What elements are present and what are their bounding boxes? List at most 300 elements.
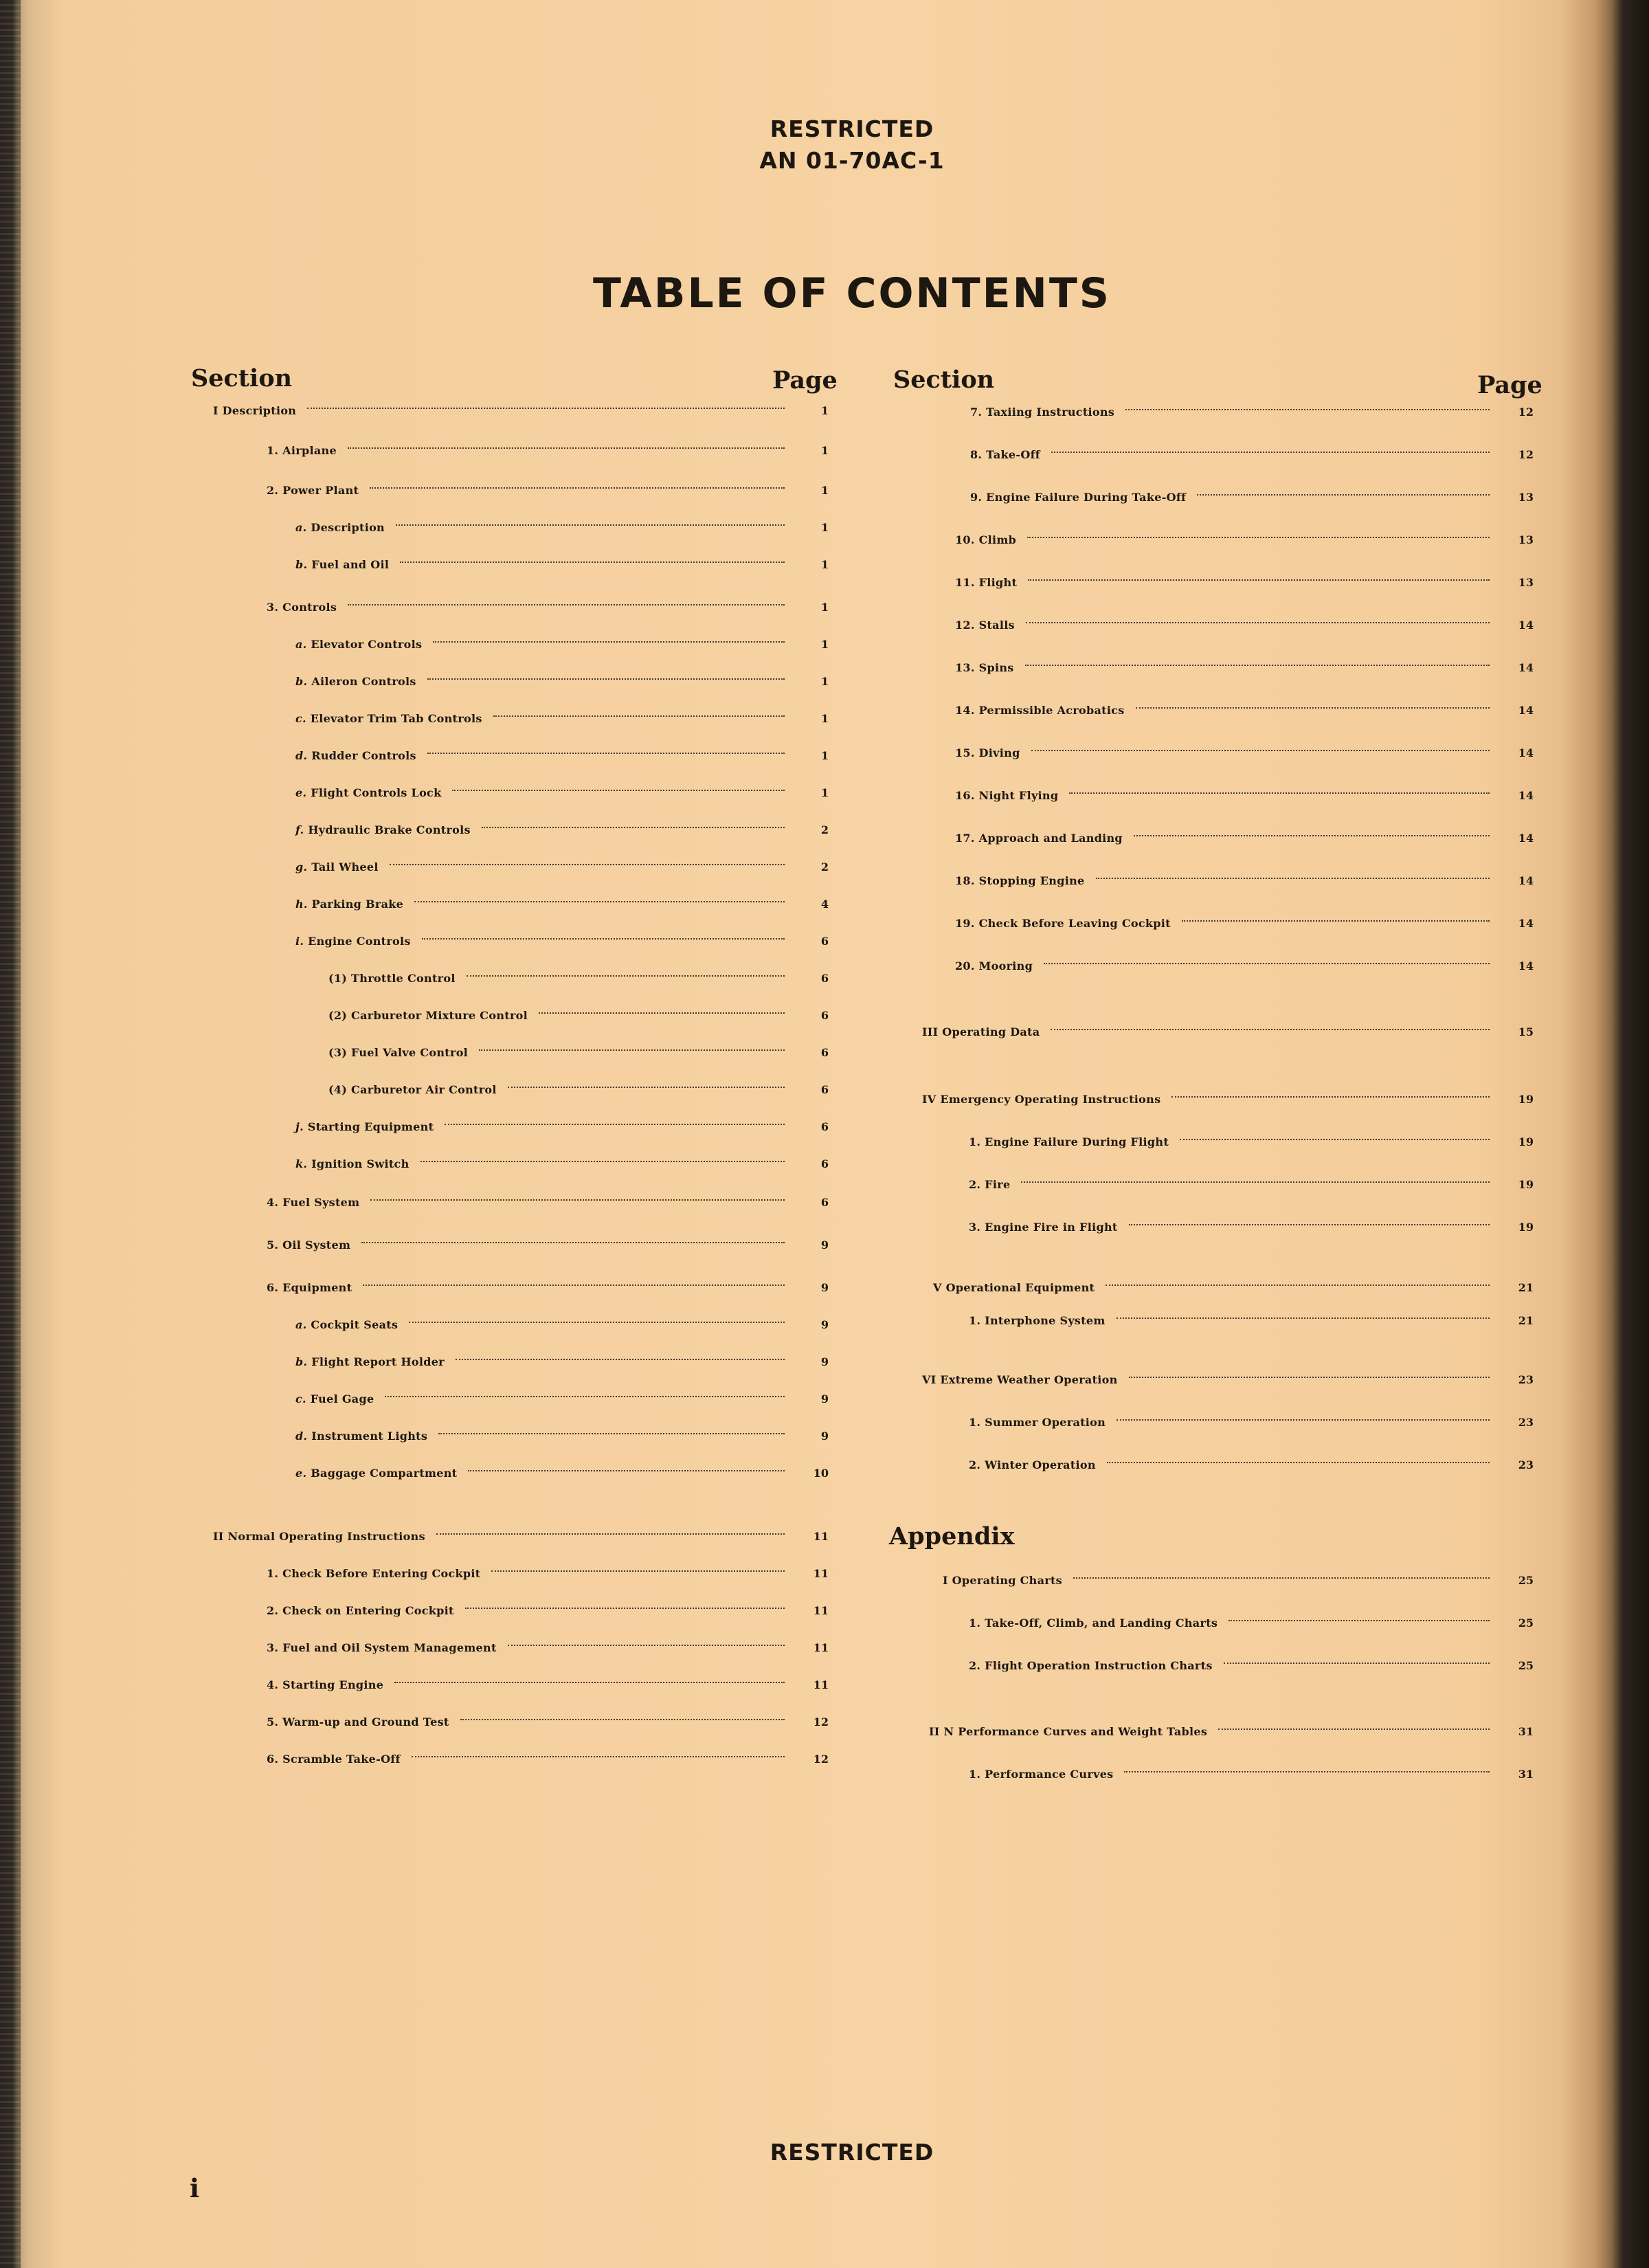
toc-entry-label: h. Parking Brake xyxy=(295,898,404,911)
toc-entry-page: 9 xyxy=(820,1281,829,1294)
dot-leader xyxy=(1051,452,1490,453)
right-toc-entry xyxy=(955,533,1534,565)
toc-entry-number: 5. xyxy=(267,1715,279,1728)
toc-entry-number: 5. xyxy=(267,1238,279,1252)
toc-entry-label: II Normal Operating Instructions xyxy=(213,1530,425,1543)
toc-entry-number: 1. xyxy=(969,1314,981,1327)
dot-leader xyxy=(1117,1419,1490,1421)
left-toc-entry xyxy=(295,786,829,818)
toc-entry-number: II N xyxy=(929,1725,954,1738)
toc-entry-label: 1. Engine Failure During Flight xyxy=(969,1135,1169,1148)
right-toc-entry xyxy=(922,1093,1534,1124)
toc-entry-number: a. xyxy=(295,521,307,534)
toc-entry-page: 2 xyxy=(820,823,829,836)
toc-entry-label: 12. Stalls xyxy=(955,619,1015,632)
toc-entry-page: 19 xyxy=(1518,1178,1534,1191)
left-toc-entry xyxy=(295,1120,829,1152)
right-toc-entry xyxy=(970,405,1534,437)
toc-entry-label: 2. Fire xyxy=(969,1178,1011,1191)
dot-leader xyxy=(438,1433,785,1434)
dot-leader xyxy=(1229,1620,1490,1621)
right-toc-entry xyxy=(955,704,1534,735)
toc-entry-page: 10 xyxy=(813,1467,829,1480)
right-toc-entry xyxy=(969,1416,1534,1447)
right-toc-entry xyxy=(955,874,1534,906)
toc-entry-number: j. xyxy=(295,1120,304,1133)
dot-leader xyxy=(1073,1577,1490,1579)
toc-entry-label: 3. Engine Fire in Flight xyxy=(969,1221,1118,1234)
toc-entry-number: 6. xyxy=(267,1753,279,1766)
dot-leader xyxy=(1197,494,1490,496)
toc-entry-number: V xyxy=(933,1281,942,1294)
toc-entry-number: e. xyxy=(295,786,307,799)
toc-entry-number: II xyxy=(213,1530,224,1543)
toc-entry-number: 18. xyxy=(955,874,975,887)
toc-entry-number: 1. xyxy=(969,1768,981,1781)
toc-entry-page: 14 xyxy=(1518,874,1534,887)
toc-entry-label: I Description xyxy=(213,404,297,417)
left-page-heading: Page xyxy=(772,366,838,394)
toc-entry-label: 3. Fuel and Oil System Management xyxy=(267,1641,497,1654)
toc-entry-page: 9 xyxy=(820,1392,829,1405)
dot-leader xyxy=(409,1322,785,1323)
dot-leader xyxy=(1107,1462,1490,1463)
left-toc-entry xyxy=(328,972,829,1003)
toc-entry-page: 1 xyxy=(820,675,829,688)
toc-entry-page: 11 xyxy=(813,1604,829,1617)
dot-leader xyxy=(1051,1029,1490,1030)
binding-edge xyxy=(0,0,21,2268)
toc-entry-page: 13 xyxy=(1518,576,1534,589)
left-toc-entry xyxy=(267,601,829,632)
toc-entry-number: 1. xyxy=(969,1135,981,1148)
toc-entry-label: c. Elevator Trim Tab Controls xyxy=(295,712,482,725)
toc-entry-label: a. Cockpit Seats xyxy=(295,1318,399,1331)
toc-entry-number: 1. xyxy=(969,1416,981,1429)
dot-leader xyxy=(427,678,785,680)
toc-entry-number: III xyxy=(922,1025,939,1038)
dot-leader xyxy=(433,641,785,643)
toc-entry-number: b. xyxy=(295,558,308,571)
toc-entry-page: 12 xyxy=(813,1753,829,1766)
toc-entry-number: 3. xyxy=(267,1641,279,1654)
toc-entry-page: 31 xyxy=(1518,1768,1534,1781)
dot-leader xyxy=(394,1682,785,1683)
toc-entry-label: 4. Fuel System xyxy=(267,1196,360,1209)
right-toc-entry xyxy=(969,1458,1534,1490)
left-toc-entry xyxy=(328,1009,829,1041)
toc-entry-label: I Operating Charts xyxy=(943,1574,1062,1587)
left-toc-entry xyxy=(295,860,829,892)
dot-leader xyxy=(1182,920,1490,922)
toc-entry-page: 4 xyxy=(820,898,829,911)
toc-entry-page: 1 xyxy=(820,786,829,799)
toc-entry-page: 11 xyxy=(813,1567,829,1580)
toc-entry-label: 6. Scramble Take-Off xyxy=(267,1753,401,1766)
dot-leader xyxy=(1044,963,1490,964)
toc-entry-number: 2. xyxy=(267,484,279,497)
toc-entry-label: e. Flight Controls Lock xyxy=(295,786,442,799)
dot-leader xyxy=(363,1285,785,1286)
left-toc-entry xyxy=(295,638,829,669)
toc-entry-label: (4) Carburetor Air Control xyxy=(328,1083,497,1096)
right-toc-entry xyxy=(943,1574,1534,1605)
toc-entry-page: 6 xyxy=(820,1120,829,1133)
toc-entry-number: 9. xyxy=(970,491,983,504)
toc-entry-page: 9 xyxy=(820,1430,829,1443)
toc-entry-number: 19. xyxy=(955,917,975,930)
left-toc-entry xyxy=(267,1567,829,1599)
toc-entry-label: 2. Flight Operation Instruction Charts xyxy=(969,1659,1213,1672)
dot-leader xyxy=(348,447,785,449)
toc-entry-label: V Operational Equipment xyxy=(933,1281,1095,1294)
toc-entry-label: g. Tail Wheel xyxy=(295,860,379,874)
right-toc-entry xyxy=(969,1659,1534,1691)
toc-entry-label: II N Performance Curves and Weight Tables xyxy=(929,1725,1208,1738)
toc-entry-page: 1 xyxy=(820,638,829,651)
toc-entry-label: (2) Carburetor Mixture Control xyxy=(328,1009,528,1022)
right-toc-entry xyxy=(969,1135,1534,1167)
toc-entry-label: b. Fuel and Oil xyxy=(295,558,390,571)
left-toc-entry xyxy=(267,1281,829,1313)
dot-leader xyxy=(1031,750,1490,751)
toc-entry-number: 2. xyxy=(267,1604,279,1617)
toc-entry-page: 21 xyxy=(1518,1281,1534,1294)
dot-leader xyxy=(370,1199,785,1201)
left-toc-entry xyxy=(295,1318,829,1350)
left-toc-entry xyxy=(295,1157,829,1189)
toc-entry-number: 11. xyxy=(955,576,975,589)
toc-entry-page: 2 xyxy=(820,860,829,874)
toc-entry-label: f. Hydraulic Brake Controls xyxy=(295,823,471,836)
toc-entry-number: (4) xyxy=(328,1083,348,1096)
toc-entry-page: 1 xyxy=(820,558,829,571)
toc-entry-label: III Operating Data xyxy=(922,1025,1040,1038)
toc-entry-number: e. xyxy=(295,1467,307,1480)
toc-entry-number: I xyxy=(943,1574,948,1587)
dot-leader xyxy=(445,1124,785,1125)
left-toc-entry xyxy=(295,823,829,855)
left-toc-entry xyxy=(213,1530,829,1561)
toc-entry-label: 11. Flight xyxy=(955,576,1018,589)
toc-entry-number: c. xyxy=(295,1392,306,1405)
dot-leader xyxy=(370,487,785,489)
toc-entry-page: 14 xyxy=(1518,917,1534,930)
toc-entry-number: 12. xyxy=(955,619,975,632)
toc-entry-label: 10. Climb xyxy=(955,533,1017,546)
toc-entry-number: 10. xyxy=(955,533,975,546)
toc-entry-page: 23 xyxy=(1518,1373,1534,1386)
toc-entry-label: 20. Mooring xyxy=(955,959,1033,972)
left-toc-entry xyxy=(267,1604,829,1636)
toc-entry-page: 1 xyxy=(820,444,829,457)
right-toc-entry xyxy=(969,1221,1534,1252)
left-toc-entry xyxy=(267,1753,829,1784)
toc-entry-page: 1 xyxy=(820,712,829,725)
toc-entry-number: 4. xyxy=(267,1678,279,1691)
toc-entry-number: k. xyxy=(295,1157,308,1170)
toc-entry-number: 1. xyxy=(969,1616,981,1630)
toc-entry-label: 6. Equipment xyxy=(267,1281,352,1294)
dot-leader xyxy=(1134,835,1490,836)
dot-leader xyxy=(307,408,785,409)
dot-leader xyxy=(1218,1728,1490,1730)
toc-entry-page: 14 xyxy=(1518,661,1534,674)
toc-entry-page: 6 xyxy=(820,972,829,985)
dot-leader xyxy=(456,1359,785,1360)
right-toc-entry xyxy=(969,1314,1534,1346)
toc-entry-number: 15. xyxy=(955,746,975,759)
toc-entry-number: 16. xyxy=(955,789,975,802)
toc-entry-label: 18. Stopping Engine xyxy=(955,874,1085,887)
toc-entry-number: b. xyxy=(295,675,308,688)
dot-leader xyxy=(491,1570,785,1572)
toc-entry-number: h. xyxy=(295,898,308,911)
toc-entry-label: a. Elevator Controls xyxy=(295,638,423,651)
dot-leader xyxy=(508,1087,785,1088)
toc-entry-page: 14 xyxy=(1518,746,1534,759)
toc-entry-number: g. xyxy=(295,860,308,874)
left-toc-entry xyxy=(295,1430,829,1461)
toc-entry-label: 3. Controls xyxy=(267,601,337,614)
toc-entry-label: 8. Take-Off xyxy=(970,448,1040,461)
dot-leader xyxy=(465,1608,785,1609)
dot-leader xyxy=(1069,792,1490,794)
toc-entry-label: j. Starting Equipment xyxy=(295,1120,434,1133)
dot-leader xyxy=(1026,622,1490,623)
dot-leader xyxy=(539,1012,785,1014)
toc-entry-number: (1) xyxy=(328,972,348,985)
toc-entry-number: d. xyxy=(295,1430,308,1443)
dot-leader xyxy=(420,1161,785,1162)
dot-leader xyxy=(385,1396,785,1397)
left-toc-entry xyxy=(267,484,829,515)
dot-leader xyxy=(468,1470,785,1471)
dot-leader xyxy=(452,790,785,791)
toc-entry-label: 1. Check Before Entering Cockpit xyxy=(267,1567,481,1580)
toc-entry-number: 7. xyxy=(970,405,983,419)
toc-entry-page: 6 xyxy=(820,1157,829,1170)
toc-entry-number: (2) xyxy=(328,1009,348,1022)
toc-entry-number: i. xyxy=(295,935,304,948)
toc-entry-page: 6 xyxy=(820,1196,829,1209)
left-toc-entry xyxy=(295,749,829,781)
toc-entry-number: 1. xyxy=(267,444,279,457)
dot-leader xyxy=(400,562,785,563)
right-toc-entry xyxy=(969,1616,1534,1648)
toc-entry-number: 2. xyxy=(969,1458,981,1471)
toc-entry-page: 1 xyxy=(820,601,829,614)
right-page-heading: Page xyxy=(1477,371,1543,399)
toc-entry-page: 1 xyxy=(820,404,829,417)
toc-entry-label: (1) Throttle Control xyxy=(328,972,456,985)
toc-entry-page: 1 xyxy=(820,521,829,534)
dot-leader xyxy=(467,975,785,977)
page-folio: i xyxy=(190,2173,200,2203)
toc-entry-page: 25 xyxy=(1518,1659,1534,1672)
dot-leader xyxy=(427,753,785,754)
toc-entry-number: 20. xyxy=(955,959,975,972)
dot-leader xyxy=(493,715,785,717)
toc-entry-page: 11 xyxy=(813,1530,829,1543)
left-toc-entry xyxy=(295,712,829,744)
toc-entry-page: 19 xyxy=(1518,1093,1534,1106)
toc-entry-page: 13 xyxy=(1518,533,1534,546)
toc-entry-page: 12 xyxy=(813,1715,829,1728)
toc-entry-label: 1. Airplane xyxy=(267,444,337,457)
left-toc-entry xyxy=(267,1641,829,1673)
toc-entry-label: d. Rudder Controls xyxy=(295,749,416,762)
toc-entry-number: 3. xyxy=(969,1221,981,1234)
toc-entry-number: 4. xyxy=(267,1196,279,1209)
toc-entry-number: c. xyxy=(295,712,306,725)
right-toc-entry xyxy=(955,959,1534,991)
right-toc-entry xyxy=(922,1025,1534,1057)
toc-entry-page: 11 xyxy=(813,1641,829,1654)
toc-entry-label: 2. Check on Entering Cockpit xyxy=(267,1604,454,1617)
toc-entry-page: 14 xyxy=(1518,959,1534,972)
toc-entry-number: VI xyxy=(922,1373,936,1386)
dot-leader xyxy=(460,1719,785,1720)
toc-entry-number: 1. xyxy=(267,1567,279,1580)
toc-entry-page: 14 xyxy=(1518,789,1534,802)
toc-entry-label: c. Fuel Gage xyxy=(295,1392,374,1405)
toc-entry-label: (3) Fuel Valve Control xyxy=(328,1046,469,1059)
toc-entry-label: 5. Oil System xyxy=(267,1238,351,1252)
toc-entry-page: 14 xyxy=(1518,704,1534,717)
right-toc-entry xyxy=(955,789,1534,821)
toc-entry-label: b. Aileron Controls xyxy=(295,675,416,688)
toc-entry-number: a. xyxy=(295,638,307,651)
toc-entry-page: 1 xyxy=(820,749,829,762)
toc-entry-page: 9 xyxy=(820,1238,829,1252)
dot-leader xyxy=(1125,409,1490,410)
toc-entry-label: k. Ignition Switch xyxy=(295,1157,410,1170)
toc-entry-number: 2. xyxy=(969,1659,981,1672)
dot-leader xyxy=(361,1242,785,1243)
right-toc-entry xyxy=(969,1178,1534,1210)
dot-leader xyxy=(1025,665,1490,666)
toc-entry-number: b. xyxy=(295,1355,308,1368)
toc-entry-page: 12 xyxy=(1518,405,1534,419)
dot-leader xyxy=(1106,1285,1490,1286)
dot-leader xyxy=(396,524,785,526)
dot-leader xyxy=(1021,1181,1490,1183)
left-toc-entry xyxy=(295,521,829,553)
left-toc-entry xyxy=(328,1046,829,1078)
toc-entry-label: 16. Night Flying xyxy=(955,789,1059,802)
right-toc-entry xyxy=(955,746,1534,778)
dot-leader xyxy=(1096,878,1490,879)
toc-entry-page: 19 xyxy=(1518,1135,1534,1148)
toc-entry-number: 6. xyxy=(267,1281,279,1294)
left-toc-entry xyxy=(328,1083,829,1115)
toc-entry-number: 13. xyxy=(955,661,975,674)
right-toc-entry xyxy=(929,1725,1534,1757)
left-toc-entry xyxy=(295,1392,829,1424)
right-toc-entry xyxy=(955,832,1534,863)
toc-entry-page: 21 xyxy=(1518,1314,1534,1327)
toc-entry-number: IV xyxy=(922,1093,936,1106)
toc-entry-label: 4. Starting Engine xyxy=(267,1678,384,1691)
toc-entry-page: 6 xyxy=(820,1046,829,1059)
toc-entry-number: 2. xyxy=(969,1178,981,1191)
right-toc-entry xyxy=(933,1281,1534,1313)
left-section-heading: Section xyxy=(191,364,293,392)
right-toc-entry xyxy=(955,917,1534,948)
dot-leader xyxy=(1136,707,1490,709)
toc-entry-label: 5. Warm-up and Ground Test xyxy=(267,1715,449,1728)
right-toc-entry xyxy=(955,661,1534,693)
toc-entry-number: 17. xyxy=(955,832,975,845)
dot-leader xyxy=(1117,1318,1490,1319)
toc-entry-page: 23 xyxy=(1518,1458,1534,1471)
toc-entry-number: 8. xyxy=(970,448,983,461)
toc-entry-page: 13 xyxy=(1518,491,1534,504)
left-toc-entry xyxy=(295,558,829,590)
right-toc-entry xyxy=(955,619,1534,650)
toc-entry-number: d. xyxy=(295,749,308,762)
toc-entry-label: 1. Performance Curves xyxy=(969,1768,1114,1781)
toc-entry-page: 25 xyxy=(1518,1574,1534,1587)
left-toc-entry xyxy=(267,1196,829,1227)
left-toc-entry xyxy=(267,1715,829,1747)
left-toc-entry xyxy=(295,1355,829,1387)
dot-leader xyxy=(508,1645,785,1646)
dot-leader xyxy=(479,1049,785,1051)
toc-entry-page: 1 xyxy=(820,484,829,497)
toc-entry-page: 19 xyxy=(1518,1221,1534,1234)
left-toc-entry xyxy=(213,404,829,436)
toc-entry-number: f. xyxy=(295,823,304,836)
toc-entry-label: 2. Winter Operation xyxy=(969,1458,1096,1471)
toc-entry-page: 9 xyxy=(820,1355,829,1368)
left-toc-entry xyxy=(267,1678,829,1710)
left-toc-entry xyxy=(295,1467,829,1498)
toc-entry-label: 19. Check Before Leaving Cockpit xyxy=(955,917,1171,930)
toc-entry-label: i. Engine Controls xyxy=(295,935,411,948)
dot-leader xyxy=(390,864,785,865)
dot-leader xyxy=(1028,579,1490,581)
dot-leader xyxy=(422,938,785,940)
toc-entry-label: e. Baggage Compartment xyxy=(295,1467,458,1480)
toc-entry-label: 1. Summer Operation xyxy=(969,1416,1106,1429)
toc-entry-page: 15 xyxy=(1518,1025,1534,1038)
document-number: AN 01-70AC-1 xyxy=(759,147,945,174)
dot-leader xyxy=(1027,537,1490,538)
toc-entry-label: 1. Interphone System xyxy=(969,1314,1106,1327)
toc-entry-page: 6 xyxy=(820,935,829,948)
right-toc-entry xyxy=(969,1768,1534,1799)
dot-leader xyxy=(414,901,785,902)
left-toc-entry xyxy=(267,444,829,476)
dot-leader xyxy=(412,1756,785,1757)
toc-entry-page: 12 xyxy=(1518,448,1534,461)
toc-entry-label: 14. Permissible Acrobatics xyxy=(955,704,1125,717)
toc-entry-page: 14 xyxy=(1518,832,1534,845)
appendix-heading: Appendix xyxy=(889,1522,1015,1550)
dot-leader xyxy=(348,604,785,605)
toc-entry-page: 23 xyxy=(1518,1416,1534,1429)
left-toc-entry xyxy=(295,935,829,966)
left-toc-entry xyxy=(267,1238,829,1270)
toc-entry-label: VI Extreme Weather Operation xyxy=(922,1373,1118,1386)
toc-entry-page: 14 xyxy=(1518,619,1534,632)
security-marking-top: RESTRICTED xyxy=(770,115,934,142)
dot-leader xyxy=(1129,1377,1490,1378)
toc-entry-page: 31 xyxy=(1518,1725,1534,1738)
toc-entry-label: 15. Diving xyxy=(955,746,1020,759)
